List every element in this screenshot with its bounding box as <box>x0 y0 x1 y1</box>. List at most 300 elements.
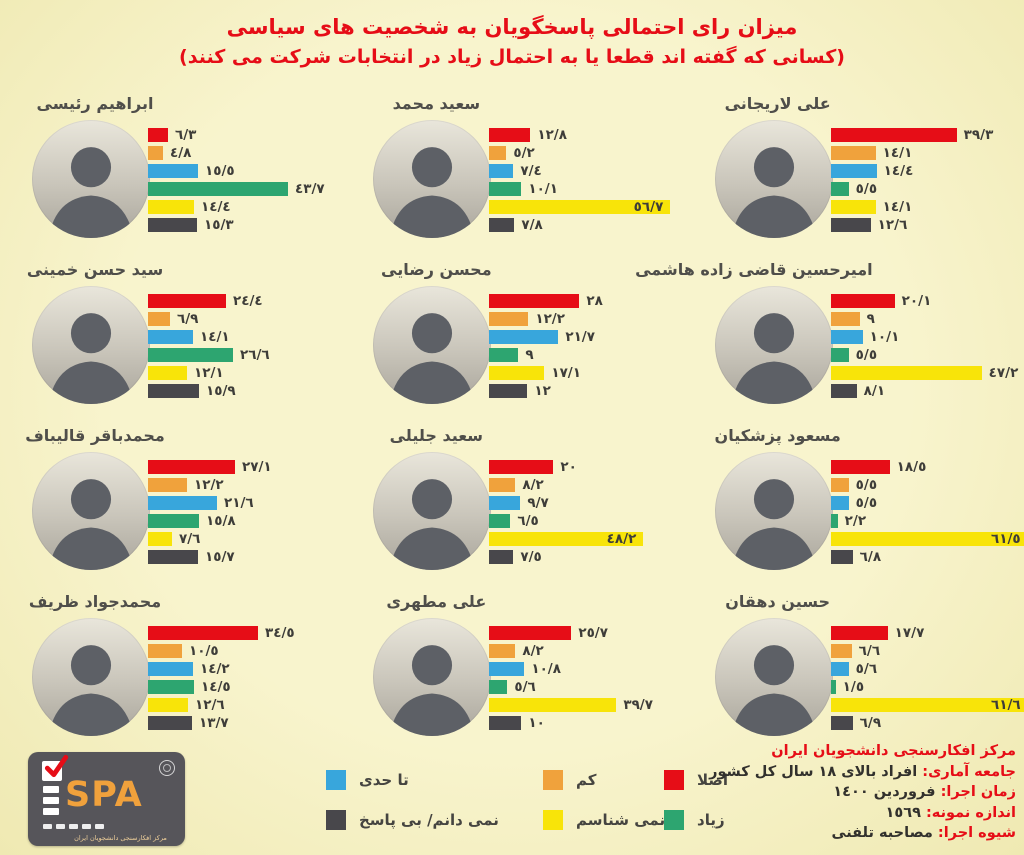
person-silhouette-icon <box>32 120 150 238</box>
bar-orange <box>831 146 876 160</box>
bar-green <box>148 182 288 196</box>
bar-orange <box>489 312 528 326</box>
bar-chart <box>831 626 1024 734</box>
survey-info-line <box>596 803 1016 824</box>
person-silhouette-icon <box>32 618 150 736</box>
bar-row <box>489 644 682 658</box>
bar-row <box>148 496 341 510</box>
bar-row <box>489 478 682 492</box>
bar-dark <box>831 218 871 232</box>
bar-red <box>148 460 235 474</box>
person-name: امیرحسین قاضی زاده هاشمی <box>635 260 873 279</box>
bar-red <box>831 294 895 308</box>
person-photo <box>715 618 833 736</box>
bar-orange <box>148 312 170 326</box>
person-name: محمدجواد ظریف <box>28 592 162 611</box>
survey-info-label: اندازه نمونه: <box>925 804 1016 821</box>
bar-chart <box>148 294 341 402</box>
bar-dark <box>148 218 197 232</box>
title-line-1: میزان رای احتمالی پاسخگویان به شخصیت های سیاسی <box>226 15 798 39</box>
bar-red <box>489 626 571 640</box>
bar-value: ١٠/٨ <box>531 661 561 677</box>
bar-chart <box>489 128 682 236</box>
bar-row <box>489 348 682 362</box>
person-panel <box>0 254 341 420</box>
bar-value: ٦/٦ <box>858 643 881 659</box>
legend-label: نمی دانم/ بی پاسخ <box>359 811 499 829</box>
bar-blue <box>148 662 193 676</box>
bar-value: ٢٥/٧ <box>578 625 608 641</box>
bar-dark <box>831 550 853 564</box>
bar-row <box>489 182 682 196</box>
bar-red <box>489 294 579 308</box>
bar-row <box>148 182 341 196</box>
bar-green <box>148 680 194 694</box>
bar-row <box>489 550 682 564</box>
bar-yellow <box>148 200 194 214</box>
bar-value: ٨/١ <box>863 383 886 399</box>
bar-blue <box>489 164 513 178</box>
bar-green <box>831 348 849 362</box>
bar-value: ٥٦/٧ <box>633 199 664 215</box>
legend-swatch-yellow <box>543 810 563 830</box>
person-photo <box>373 618 491 736</box>
survey-info-lines <box>596 762 1016 844</box>
bar-dark <box>148 716 192 730</box>
bar-orange <box>489 146 506 160</box>
bar-value: ٤٧/٢ <box>988 365 1019 381</box>
bar-row <box>148 146 341 160</box>
bar-value: ١٢/٢ <box>194 477 224 493</box>
charts-grid <box>0 88 1024 752</box>
bar-dark <box>148 550 198 564</box>
person-photo <box>373 452 491 570</box>
bar-row <box>489 514 682 528</box>
person-silhouette-icon <box>373 120 491 238</box>
bar-yellow <box>831 366 982 380</box>
bar-chart <box>489 294 682 402</box>
title-line-2: (کسانی که گفته اند قطعا یا به احتمال زیاد در انتخابات شرکت می کنند) <box>179 46 845 68</box>
person-panel <box>683 88 1024 254</box>
person-photo <box>373 286 491 404</box>
bar-row <box>148 348 341 362</box>
bar-green <box>831 514 838 528</box>
bar-row <box>831 532 1024 546</box>
bar-row <box>489 218 682 232</box>
bar-chart <box>489 626 682 734</box>
bar-green <box>831 182 849 196</box>
bar-dark <box>489 550 513 564</box>
bar-orange <box>148 644 182 658</box>
legend-label: تا حدی <box>359 771 409 789</box>
survey-info-label: جامعه آماری: <box>922 763 1016 780</box>
bar-value: ٣٩/٧ <box>623 697 653 713</box>
bar-yellow <box>148 532 172 546</box>
bar-row <box>489 366 682 380</box>
bar-row <box>489 460 682 474</box>
bar-row <box>148 218 341 232</box>
bar-row <box>148 662 341 676</box>
legend-label: نمی شناسم <box>576 811 666 829</box>
bar-row <box>831 128 1024 142</box>
bar-dark <box>831 384 857 398</box>
bar-yellow <box>489 532 643 546</box>
ispa-acronym: SPA <box>65 775 143 815</box>
bar-value: ٧/٦ <box>179 531 201 547</box>
bar-value: ١٨/٥ <box>896 459 927 475</box>
bar-value: ١٢/٢ <box>535 311 565 327</box>
survey-info <box>596 741 1016 844</box>
bar-row <box>148 330 341 344</box>
bar-row <box>148 680 341 694</box>
bar-value: ٦/٨ <box>859 549 882 565</box>
bar-row <box>489 626 682 640</box>
bar-row <box>148 460 341 474</box>
person-panel <box>683 586 1024 752</box>
bar-value: ٥/٢ <box>513 145 535 161</box>
bar-value: ٤٣/٧ <box>295 181 325 197</box>
bar-chart <box>148 128 341 236</box>
bar-value: ١٤/١ <box>200 329 230 345</box>
bar-yellow <box>489 698 616 712</box>
person-silhouette-icon <box>373 286 491 404</box>
bar-value: ١٥/٥ <box>205 163 235 179</box>
bar-row <box>148 550 341 564</box>
bar-green <box>148 514 199 528</box>
bar-value: ٢٤/٤ <box>233 293 263 309</box>
survey-info-label: زمان اجرا: <box>940 784 1016 800</box>
bar-green <box>489 514 510 528</box>
bar-row <box>831 182 1024 196</box>
bar-row <box>489 680 682 694</box>
person-name: محمدباقر قالیباف <box>25 426 165 445</box>
bar-value: ٦١/٥ <box>991 531 1021 547</box>
bar-row <box>148 716 341 730</box>
bar-row <box>831 218 1024 232</box>
person-photo <box>32 618 150 736</box>
bar-value: ١٠/١ <box>869 329 900 345</box>
person-name: علی مطهری <box>386 592 487 611</box>
bar-row <box>489 128 682 142</box>
bar-row <box>831 514 1024 528</box>
bar-value: ٢١/٦ <box>224 495 254 511</box>
bar-value: ١٧/٧ <box>894 625 925 641</box>
bar-value: ٣٤/٥ <box>265 625 295 641</box>
bar-red <box>148 626 258 640</box>
bar-yellow <box>489 366 544 380</box>
person-name: سید حسن خمینی <box>26 260 164 279</box>
bar-value: ٨/٢ <box>522 643 544 659</box>
person-photo <box>373 120 491 238</box>
bar-value: ١/٥ <box>842 679 865 695</box>
bar-row <box>831 698 1024 712</box>
bar-value: ١٠/٥ <box>189 643 219 659</box>
bar-value: ٦/٣ <box>175 127 197 143</box>
bar-yellow <box>831 200 876 214</box>
bar-row <box>831 460 1024 474</box>
bar-row <box>831 662 1024 676</box>
bar-chart <box>831 128 1024 236</box>
person-silhouette-icon <box>715 286 833 404</box>
bar-red <box>489 128 530 142</box>
bar-row <box>148 128 341 142</box>
bar-row <box>831 200 1024 214</box>
bar-row <box>148 698 341 712</box>
legend-label: اصلا <box>697 771 729 789</box>
bar-value: ١٣/٧ <box>199 715 229 731</box>
bar-value: ٤٨/٢ <box>606 531 637 547</box>
bar-row <box>148 626 341 640</box>
bar-row <box>148 294 341 308</box>
bar-value: ١٠ <box>528 715 545 731</box>
bar-row <box>148 644 341 658</box>
person-photo <box>715 452 833 570</box>
bar-row <box>831 496 1024 510</box>
bar-row <box>831 366 1024 380</box>
person-name: علی لاریجانی <box>724 94 831 113</box>
bar-chart <box>831 460 1024 568</box>
person-panel <box>341 420 682 586</box>
bar-row <box>148 366 341 380</box>
person-name: حسین دهقان <box>725 592 831 611</box>
person-name: سعید محمد <box>392 94 481 113</box>
bar-value: ٥/٦ <box>855 661 878 677</box>
bar-row <box>489 698 682 712</box>
bar-row <box>831 478 1024 492</box>
bar-row <box>831 330 1024 344</box>
survey-info-line <box>596 823 1016 844</box>
bar-chart <box>148 460 341 568</box>
bar-blue <box>489 330 558 344</box>
bar-value: ٥/٥ <box>855 495 878 511</box>
bar-orange <box>148 146 163 160</box>
bar-value: ١٤/٥ <box>201 679 231 695</box>
bar-orange <box>831 312 860 326</box>
bar-row <box>148 164 341 178</box>
bar-green <box>489 182 521 196</box>
survey-org-name: مرکز افکارسنجی دانشجویان ایران <box>771 743 1016 759</box>
person-panel <box>341 586 682 752</box>
bar-value: ٧/٤ <box>520 163 542 179</box>
bar-value: ١٤/٤ <box>201 199 231 215</box>
bar-value: ٦١/٦ <box>991 697 1021 713</box>
bar-value: ٤/٨ <box>170 145 192 161</box>
bar-orange <box>489 644 515 658</box>
bar-value: ٥/٦ <box>514 679 536 695</box>
bar-blue <box>489 496 520 510</box>
person-photo <box>715 286 833 404</box>
bar-yellow <box>489 200 670 214</box>
bar-row <box>831 550 1024 564</box>
bar-value: ١٥/٧ <box>205 549 235 565</box>
bar-row <box>148 384 341 398</box>
bar-blue <box>148 164 198 178</box>
person-photo <box>715 120 833 238</box>
bar-row <box>831 716 1024 730</box>
bar-row <box>489 716 682 730</box>
bar-value: ١٧/١ <box>551 365 581 381</box>
bar-row <box>831 384 1024 398</box>
person-panel <box>0 420 341 586</box>
bar-value: ١٤/١ <box>882 145 913 161</box>
bar-row <box>148 200 341 214</box>
person-silhouette-icon <box>373 618 491 736</box>
bar-yellow <box>831 532 1024 546</box>
person-silhouette-icon <box>715 120 833 238</box>
bar-blue <box>831 330 863 344</box>
survey-info-value: ١٥٦٩ <box>885 804 921 821</box>
bar-green <box>148 348 233 362</box>
bar-value: ٥/٥ <box>855 181 878 197</box>
bar-red <box>831 128 957 142</box>
bar-row <box>489 146 682 160</box>
bar-yellow <box>831 698 1024 712</box>
legend-entry <box>543 770 597 790</box>
bar-chart <box>148 626 341 734</box>
legend-label: زیاد <box>697 811 725 829</box>
bar-row <box>489 384 682 398</box>
person-name: محسن رضایی <box>381 260 492 279</box>
bar-orange <box>148 478 187 492</box>
person-silhouette-icon <box>373 452 491 570</box>
bar-green <box>489 348 518 362</box>
survey-info-line <box>596 782 1016 803</box>
jihad-emblem-icon <box>159 760 175 776</box>
bar-row <box>831 146 1024 160</box>
bar-value: ٩ <box>866 311 875 327</box>
bar-row <box>831 644 1024 658</box>
person-silhouette-icon <box>32 452 150 570</box>
bar-value: ١٥/٨ <box>206 513 236 529</box>
survey-info-line <box>596 762 1016 783</box>
bar-row <box>831 312 1024 326</box>
legend-swatch-dark <box>326 810 346 830</box>
person-name: سعید جلیلی <box>389 426 484 445</box>
ispa-caption: مرکز افکارسنجی دانشجویان ایران <box>74 834 167 842</box>
bar-value: ٩ <box>525 347 534 363</box>
survey-info-value: افراد بالای ١٨ سال کل کشور <box>709 763 918 780</box>
bar-yellow <box>148 366 187 380</box>
person-silhouette-icon <box>715 618 833 736</box>
person-silhouette-icon <box>32 286 150 404</box>
bar-red <box>831 626 888 640</box>
bar-orange <box>831 644 852 658</box>
bar-value: ٣٩/٣ <box>963 127 994 143</box>
person-panel <box>635 254 1024 420</box>
page-title <box>0 12 1024 72</box>
person-name: ابراهیم رئیسی <box>36 94 154 113</box>
legend-swatch-blue <box>326 770 346 790</box>
bar-blue <box>831 164 877 178</box>
bar-value: ٢٦/٦ <box>240 347 270 363</box>
bar-blue <box>148 496 217 510</box>
legend-entry <box>326 810 499 830</box>
bar-value: ٧/٨ <box>521 217 543 233</box>
bar-row <box>489 312 682 326</box>
person-photo <box>32 452 150 570</box>
bar-value: ٦/٥ <box>517 513 539 529</box>
bar-value: ٢/٢ <box>844 513 867 529</box>
bar-dark <box>148 384 199 398</box>
bar-value: ١٤/٤ <box>883 163 914 179</box>
person-photo <box>32 286 150 404</box>
bar-blue <box>831 662 849 676</box>
bar-value: ١٢/٨ <box>537 127 567 143</box>
bar-row <box>148 478 341 492</box>
bar-value: ١٤/٢ <box>200 661 230 677</box>
bar-value: ٢٨ <box>586 293 603 309</box>
bar-dark <box>489 716 521 730</box>
bar-row <box>489 200 682 214</box>
bar-value: ٦/٩ <box>859 715 882 731</box>
bar-row <box>489 294 682 308</box>
bar-value: ٩/٧ <box>527 495 549 511</box>
logo-persian-strokes <box>43 786 59 815</box>
person-panel <box>341 88 682 254</box>
legend-swatch-orange <box>543 770 563 790</box>
bar-yellow <box>148 698 188 712</box>
bar-value: ١٢ <box>534 383 551 399</box>
bar-row <box>148 312 341 326</box>
bar-value: ٢٧/١ <box>242 459 272 475</box>
bar-orange <box>831 478 849 492</box>
bar-row <box>148 532 341 546</box>
bar-dark <box>489 384 527 398</box>
bar-green <box>831 680 836 694</box>
bar-value: ٦/٩ <box>177 311 199 327</box>
person-panel <box>341 254 682 420</box>
bar-value: ١٢/١ <box>194 365 224 381</box>
bar-row <box>489 164 682 178</box>
bar-value: ٢٠/١ <box>901 293 932 309</box>
person-name: مسعود پزشکیان <box>714 426 841 445</box>
ispa-logo <box>28 752 185 846</box>
person-panel <box>683 420 1024 586</box>
survey-info-label: شیوه اجرا: <box>937 825 1016 841</box>
bar-row <box>489 662 682 676</box>
bar-blue <box>489 662 524 676</box>
bar-value: ١٢/٦ <box>877 217 908 233</box>
person-panel <box>0 88 341 254</box>
bar-red <box>831 460 890 474</box>
bar-value: ١٥/٩ <box>206 383 236 399</box>
bar-value: ١٥/٣ <box>204 217 234 233</box>
bar-value: ١٠/١ <box>528 181 558 197</box>
bar-dark <box>489 218 514 232</box>
logo-bottom-strokes <box>43 824 104 829</box>
survey-info-value: مصاحبه تلفنی <box>831 825 933 841</box>
person-photo <box>32 120 150 238</box>
bar-value: ١٢/٦ <box>195 697 225 713</box>
survey-info-value: فروردین ١٤٠٠ <box>833 784 936 800</box>
legend-label: کم <box>576 771 597 789</box>
bar-row <box>831 348 1024 362</box>
bar-dark <box>831 716 853 730</box>
bar-row <box>831 294 1024 308</box>
bar-row <box>831 626 1024 640</box>
bar-row <box>489 532 682 546</box>
checkbox-check-icon <box>42 761 62 781</box>
bar-blue <box>831 496 849 510</box>
person-panel <box>0 586 341 752</box>
bar-chart <box>489 460 682 568</box>
person-silhouette-icon <box>715 452 833 570</box>
bar-orange <box>489 478 515 492</box>
bar-value: ٢٠ <box>560 459 577 475</box>
bar-value: ٧/٥ <box>520 549 542 565</box>
bar-value: ٥/٥ <box>855 477 878 493</box>
bar-row <box>489 330 682 344</box>
